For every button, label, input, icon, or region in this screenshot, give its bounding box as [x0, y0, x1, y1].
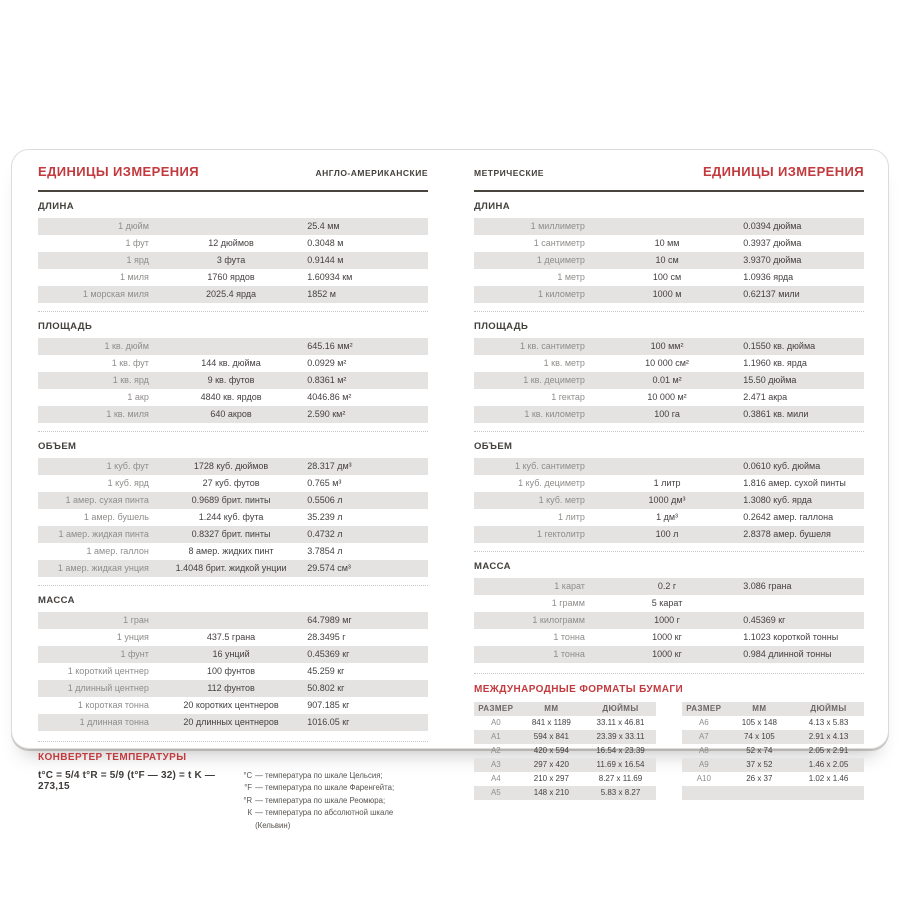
converted-value: 0.2642 амер. галлона [743, 512, 834, 522]
section-rows [38, 458, 428, 577]
converted-value: 0.0610 куб. дюйма [743, 461, 821, 471]
unit-label: 1 длинный центнер [67, 683, 149, 693]
table-row [474, 475, 864, 492]
unit-label: 1 тонна [553, 632, 585, 642]
table-row [38, 543, 428, 560]
section-rows [474, 338, 864, 423]
equivalent-value: 437.5 грана [206, 632, 256, 642]
converted-value: 0.0929 м² [307, 358, 347, 368]
note-text: — температура по абсолютной шкале (Кельвин) [255, 808, 394, 830]
temperature-converter [38, 741, 428, 832]
table-row [38, 646, 428, 663]
equivalent-value: 144 кв. дюйма [201, 358, 261, 368]
table-row [474, 595, 864, 612]
converted-value: 25.4 мм [307, 221, 340, 231]
converted-value: 1.60934 км [307, 272, 353, 282]
table-row [474, 338, 864, 355]
inch-value: 4.13 x 5.83 [808, 718, 849, 727]
table-row [474, 612, 864, 629]
inch-value: 11.69 x 16.54 [596, 760, 645, 769]
temperature-formula: t°C = 5/4 t°R = 5/9 (t°F — 32) = t K — 273,15 [38, 770, 216, 792]
unit-label: 1 грамм [551, 598, 585, 608]
unit-label: 1 кв. дециметр [523, 375, 585, 385]
size-label: A4 [490, 774, 501, 783]
temperature-note [238, 782, 428, 794]
mm-column-header: ММ [752, 704, 767, 713]
converted-value: 0.62137 мили [743, 289, 800, 299]
converted-value: 15.50 дюйма [743, 375, 797, 385]
unit-label: 1 кв. ярд [112, 375, 149, 385]
size-label: A0 [490, 718, 501, 727]
size-label: A1 [490, 732, 501, 741]
unit-label: 1 километр [538, 289, 585, 299]
converted-value: 1.0936 ярда [743, 272, 794, 282]
converted-value: 1.3080 куб. ярда [743, 495, 812, 505]
section-площадь [474, 311, 864, 431]
table-row [474, 458, 864, 475]
table-row [38, 697, 428, 714]
size-label: A2 [490, 746, 501, 755]
equivalent-value [595, 218, 739, 235]
paper-row [682, 716, 864, 730]
converted-value: 1016.05 кг [307, 717, 350, 727]
converted-value: 1.1023 короткой тонны [743, 632, 839, 642]
table-row [38, 492, 428, 509]
paper-row [474, 730, 656, 744]
unit-label: 1 килограмм [532, 615, 585, 625]
paper-row [474, 716, 656, 730]
unit-label: 1 акр [127, 392, 149, 402]
unit-label: 1 амер. жидкая пинта [58, 529, 149, 539]
inch-value: 1.46 x 2.05 [808, 760, 849, 769]
table-row [38, 560, 428, 577]
equivalent-value: 100 га [654, 409, 680, 419]
section-rows [474, 218, 864, 303]
inch-value: 8.27 x 11.69 [598, 774, 643, 783]
converted-value: 29.574 см³ [307, 563, 351, 573]
converted-value: 50.802 кг [307, 683, 345, 693]
converted-value: 3.9370 дюйма [743, 255, 802, 265]
temperature-notes [238, 770, 428, 832]
paper-row [474, 772, 656, 786]
equivalent-value: 2025.4 ярда [206, 289, 257, 299]
unit-label: 1 кв. фут [111, 358, 149, 368]
inch-value: 2.05 x 2.91 [808, 746, 849, 755]
table-row [38, 372, 428, 389]
converted-value: 0.1550 кв. дюйма [743, 341, 816, 351]
unit-label: 1 миллиметр [530, 221, 585, 231]
mm-value: 420 x 594 [533, 746, 569, 755]
table-row [38, 218, 428, 235]
mm-value: 74 x 105 [743, 732, 775, 741]
mm-value [726, 786, 793, 800]
section-title: ПЛОЩАДЬ [474, 321, 529, 332]
anglo-american-column [38, 164, 428, 832]
converted-value: 64.7989 мг [307, 615, 352, 625]
temperature-note [238, 807, 428, 832]
unit-label: 1 фут [125, 238, 149, 248]
converted-value: 0.0394 дюйма [743, 221, 802, 231]
converted-value: 0.3861 кв. мили [743, 409, 809, 419]
equivalent-value: 112 фунтов [207, 683, 255, 693]
section-rows [38, 338, 428, 423]
unit-label: 1 карат [554, 581, 585, 591]
mm-value: 52 x 74 [746, 746, 773, 755]
table-row [38, 252, 428, 269]
inch-value: 2.91 x 4.13 [808, 732, 849, 741]
mm-column-header: ММ [544, 704, 559, 713]
unit-label: 1 короткий центнер [67, 666, 149, 676]
paper-row [474, 758, 656, 772]
table-row [38, 389, 428, 406]
mm-value: 594 x 841 [533, 732, 569, 741]
equivalent-value: 100 мм² [650, 341, 684, 351]
paper-row [682, 744, 864, 758]
equivalent-value: 1000 дм³ [648, 495, 686, 505]
equivalent-value: 1 литр [653, 478, 681, 488]
equivalent-value: 0.8327 брит. пинты [191, 529, 271, 539]
converted-value: 0.3048 м [307, 238, 344, 248]
planner-units-page [11, 149, 889, 830]
equivalent-value [595, 458, 739, 475]
equivalent-value [159, 218, 303, 235]
unit-label: 1 ярд [126, 255, 149, 265]
converted-value: 1852 м [307, 289, 336, 299]
table-row [474, 372, 864, 389]
unit-label: 1 куб. фут [106, 461, 149, 471]
section-объем [474, 431, 864, 551]
converted-value: 0.45369 кг [307, 649, 350, 659]
note-text: — температура по шкале Фаренгейта; [255, 783, 395, 793]
table-row [38, 355, 428, 372]
converted-value: 3.086 грана [743, 581, 792, 591]
equivalent-value: 100 л [655, 529, 679, 539]
table-row [38, 475, 428, 492]
equivalent-value: 16 унций [212, 649, 250, 659]
right-sections [474, 201, 864, 671]
table-row [38, 714, 428, 731]
table-row [38, 612, 428, 629]
unit-label: 1 тонна [553, 649, 585, 659]
equivalent-value: 20 длинных центнеров [183, 717, 279, 727]
converted-value: 0.5506 л [307, 495, 343, 505]
table-row [38, 663, 428, 680]
table-row [474, 235, 864, 252]
paper-row [474, 744, 656, 758]
equivalent-value [159, 612, 303, 629]
table-row [474, 355, 864, 372]
section-title: ДЛИНА [38, 201, 74, 212]
paper-header-row [474, 702, 656, 716]
converted-value: 0.4732 л [307, 529, 343, 539]
size-label: A5 [490, 788, 501, 797]
unit-label: 1 амер. сухая пинта [65, 495, 149, 505]
unit-label: 1 куб. ярд [107, 478, 149, 488]
equivalent-value: 10 см [655, 255, 679, 265]
column-subtitle: МЕТРИЧЕСКИЕ [474, 168, 544, 178]
unit-label: 1 миля [120, 272, 149, 282]
mm-value: 297 x 420 [533, 760, 569, 769]
equivalent-value [159, 338, 303, 355]
inch-value [793, 786, 864, 800]
equivalent-value: 1728 куб. дюймов [193, 461, 269, 471]
section-длина [474, 201, 864, 311]
converted-value: 3.7854 л [307, 546, 343, 556]
paper-formats [474, 673, 864, 800]
section-title: ОБЪЕМ [474, 441, 513, 452]
equivalent-value: 5 карат [651, 598, 683, 608]
section-масса [38, 585, 428, 739]
table-row [38, 406, 428, 423]
note-text: — температура по шкале Реомюра; [255, 795, 386, 805]
equivalent-value: 20 коротких центнеров [183, 700, 279, 710]
metric-column [474, 164, 864, 832]
paper-header-row [682, 702, 864, 716]
table-row [474, 218, 864, 235]
unit-label: 1 амер. галлон [86, 546, 149, 556]
unit-label: 1 длинная тонна [79, 717, 149, 727]
table-row [474, 509, 864, 526]
section-rows [474, 458, 864, 543]
unit-label: 1 кв. миля [106, 409, 149, 419]
table-row [38, 629, 428, 646]
equivalent-value: 0.01 м² [652, 375, 682, 385]
temperature-note [238, 795, 428, 807]
converted-value: 645.16 мм² [307, 341, 353, 351]
converted-value: 0.984 длинной тонны [743, 649, 832, 659]
inch-value: 1.02 x 1.46 [808, 774, 849, 783]
paper-formats-tables [474, 702, 864, 800]
unit-label: 1 кв. дюйм [104, 341, 149, 351]
table-row [38, 526, 428, 543]
left-sections [38, 201, 428, 739]
scale-symbol: °R [243, 795, 253, 805]
paper-row [682, 786, 864, 800]
unit-label: 1 унция [116, 632, 149, 642]
converted-value: 28.317 дм³ [307, 461, 352, 471]
header-rule [38, 190, 428, 192]
unit-label: 1 дюйм [118, 221, 149, 231]
inch-value: 33.11 x 46.81 [596, 718, 645, 727]
page-title: ЕДИНИЦЫ ИЗМЕРЕНИЯ [702, 164, 864, 179]
converted-value: 4046.86 м² [307, 392, 352, 402]
section-title: ДЛИНА [474, 201, 510, 212]
equivalent-value: 10 мм [654, 238, 680, 248]
mm-value: 37 x 52 [746, 760, 773, 769]
equivalent-value: 4840 кв. ярдов [200, 392, 262, 402]
unit-label: 1 куб. дециметр [518, 478, 585, 488]
converted-value: 28.3495 г [307, 632, 346, 642]
section-rows [38, 218, 428, 303]
size-label: A7 [698, 732, 709, 741]
inches-column-header: ДЮЙМЫ [810, 704, 847, 713]
converted-value: 0.45369 кг [743, 615, 786, 625]
paper-formats-title: МЕЖДУНАРОДНЫЕ ФОРМАТЫ БУМАГИ [474, 684, 684, 695]
column-subtitle: АНГЛО-АМЕРИКАНСКИЕ [315, 168, 428, 178]
section-rows [474, 578, 864, 663]
paper-row [682, 730, 864, 744]
unit-label: 1 гран [123, 615, 149, 625]
equivalent-value: 0.2 г [657, 581, 677, 591]
section-длина [38, 201, 428, 311]
size-column-header: РАЗМЕР [478, 704, 514, 713]
inch-value: 16.54 x 23.39 [596, 746, 645, 755]
equivalent-value: 12 дюймов [208, 238, 254, 248]
table-row [38, 235, 428, 252]
table-row [474, 286, 864, 303]
table-row [38, 458, 428, 475]
table-row [474, 406, 864, 423]
converted-value: 0.765 м³ [307, 478, 342, 488]
section-title: ОБЪЕМ [38, 441, 77, 452]
unit-label: 1 гектолитр [537, 529, 585, 539]
equivalent-value: 3 фута [216, 255, 246, 265]
converted-value: 2.590 км² [307, 409, 346, 419]
mm-value: 841 x 1189 [531, 718, 571, 727]
section-площадь [38, 311, 428, 431]
table-row [474, 629, 864, 646]
mm-value: 26 x 37 [746, 774, 773, 783]
size-column-header: РАЗМЕР [686, 704, 722, 713]
equivalent-value: 1.244 куб. фута [198, 512, 264, 522]
converted-value: 0.9144 м [307, 255, 344, 265]
equivalent-value: 1 дм³ [656, 512, 679, 522]
table-row [474, 492, 864, 509]
table-row [474, 646, 864, 663]
converted-value: 1.816 амер. сухой пинты [743, 478, 846, 488]
temperature-converter-body [38, 770, 428, 832]
converted-value: 2.8378 амер. бушеля [743, 529, 831, 539]
paper-row [474, 786, 656, 800]
inches-column-header: ДЮЙМЫ [602, 704, 639, 713]
size-label [682, 786, 726, 800]
section-объем [38, 431, 428, 585]
section-title: ПЛОЩАДЬ [38, 321, 93, 332]
converted-value [739, 595, 864, 612]
equivalent-value: 1000 кг [652, 632, 682, 642]
scale-symbol: °C [243, 771, 253, 780]
table-row [474, 269, 864, 286]
size-label: A3 [490, 760, 501, 769]
unit-label: 1 морская миля [82, 289, 149, 299]
section-rows [38, 612, 428, 731]
table-row [38, 338, 428, 355]
equivalent-value: 100 фунтов [206, 666, 256, 676]
size-label: A6 [698, 718, 709, 727]
unit-label: 1 метр [557, 272, 585, 282]
mm-value: 105 x 148 [741, 718, 777, 727]
table-row [474, 578, 864, 595]
unit-label: 1 амер. жидкая унция [57, 563, 149, 573]
page-title: ЕДИНИЦЫ ИЗМЕРЕНИЯ [38, 164, 200, 179]
unit-label: 1 амер. бушель [83, 512, 149, 522]
paper-row [682, 758, 864, 772]
temperature-converter-title: КОНВЕРТЕР ТЕМПЕРАТУРЫ [38, 752, 187, 763]
unit-label: 1 куб. метр [538, 495, 585, 505]
mm-value: 210 x 297 [533, 774, 569, 783]
unit-label: 1 дециметр [536, 255, 585, 265]
note-text: — температура по шкале Цельсия; [255, 771, 383, 780]
table-row [474, 389, 864, 406]
inch-value: 5.83 x 8.27 [600, 788, 641, 797]
converted-value: 1.1960 кв. ярда [743, 358, 807, 368]
table-row [38, 680, 428, 697]
equivalent-value: 10 000 м² [647, 392, 687, 402]
unit-label: 1 гектар [551, 392, 585, 402]
paper-table-a6-a10 [682, 702, 864, 800]
header-rule [474, 190, 864, 192]
table-row [38, 286, 428, 303]
unit-label: 1 литр [557, 512, 585, 522]
converted-value: 35.239 л [307, 512, 343, 522]
left-column-header [38, 164, 428, 188]
scale-symbol: К [247, 808, 253, 818]
equivalent-value: 640 акров [210, 409, 252, 419]
inch-value: 23.39 x 33.11 [596, 732, 645, 741]
section-title: МАССА [38, 595, 75, 606]
unit-label: 1 кв. километр [524, 409, 585, 419]
temperature-note [238, 770, 428, 782]
converted-value: 0.3937 дюйма [743, 238, 802, 248]
converted-value: 0.8361 м² [307, 375, 347, 385]
unit-label: 1 куб. сантиметр [514, 461, 585, 471]
table-row [474, 526, 864, 543]
equivalent-value: 1760 ярдов [207, 272, 255, 282]
size-label: A9 [698, 760, 709, 769]
converted-value: 45.259 кг [307, 666, 345, 676]
section-масса [474, 551, 864, 671]
section-title: МАССА [474, 561, 511, 572]
equivalent-value: 27 куб. футов [202, 478, 260, 488]
equivalent-value: 1000 кг [652, 649, 682, 659]
unit-label: 1 сантиметр [533, 238, 585, 248]
unit-label: 1 короткая тонна [77, 700, 149, 710]
paper-row [682, 772, 864, 786]
paper-table-a0-a5 [474, 702, 656, 800]
equivalent-value: 1000 г [654, 615, 680, 625]
unit-label: 1 кв. метр [543, 358, 585, 368]
unit-label: 1 кв. сантиметр [520, 341, 585, 351]
equivalent-value: 10 000 см² [645, 358, 689, 368]
equivalent-value: 8 амер. жидких пинт [188, 546, 274, 556]
equivalent-value: 1.4048 брит. жидкой унции [175, 563, 287, 573]
size-label: A8 [698, 746, 709, 755]
size-label: A10 [696, 774, 711, 783]
unit-label: 1 фунт [120, 649, 149, 659]
converted-value: 2.471 акра [743, 392, 788, 402]
converted-value: 907.185 кг [307, 700, 350, 710]
equivalent-value: 9 кв. футов [207, 375, 255, 385]
equivalent-value: 100 см [652, 272, 682, 282]
table-row [474, 252, 864, 269]
table-row [38, 269, 428, 286]
scale-symbol: °F [244, 783, 253, 793]
equivalent-value: 1000 м [652, 289, 682, 299]
equivalent-value: 0.9689 брит. пинты [191, 495, 271, 505]
mm-value: 148 x 210 [533, 788, 569, 797]
table-row [38, 509, 428, 526]
right-column-header [474, 164, 864, 188]
